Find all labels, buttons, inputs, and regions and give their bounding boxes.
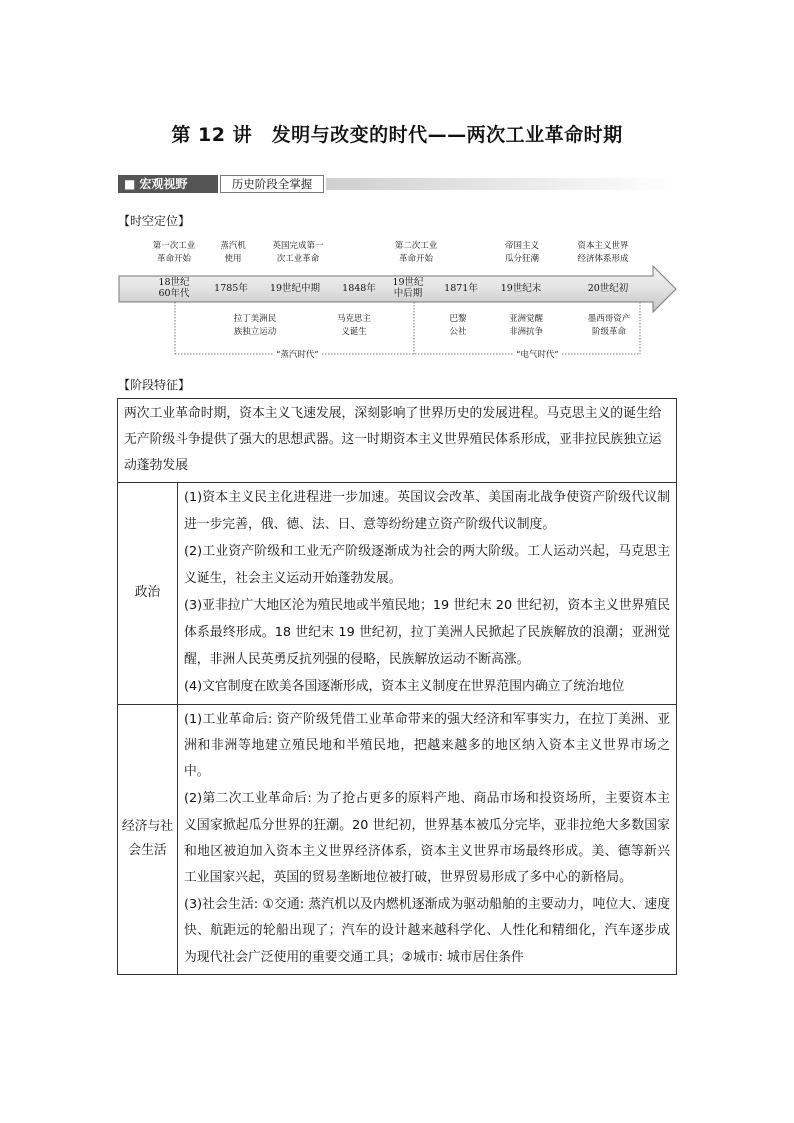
- timeline-label-early-20th: 20世纪初: [587, 283, 629, 294]
- list-item: (4)文官制度在欧美各国逐渐形成，资本主义制度在世界范围内确立了统治地位: [184, 679, 625, 695]
- section-timeline-heading: 【时空定位】: [118, 214, 191, 228]
- politics-content: [178, 483, 677, 705]
- table-row: [118, 399, 677, 483]
- category-politics: 政治: [118, 483, 178, 705]
- event-steam-engine: 蒸汽机 使用: [220, 241, 246, 264]
- table-row: [118, 704, 677, 974]
- event-latin-american-independence: 拉丁美洲民 族独立运动: [233, 314, 277, 337]
- era-steam-age: “蒸汽时代”: [276, 350, 319, 360]
- intro-cell: 两次工业革命时期，资本主义飞速发展，深刻影响了世界历史的发展进程。马克思主义的诞生给无产阶级斗争提供了强大的思想武器。这一时期资本主义世界殖民体系形成，亚非拉民族独立运动蓬勃发展: [118, 399, 677, 483]
- category-economy-label: 经济与社 会生活: [121, 819, 174, 859]
- timeline-label-1785: 1785年: [214, 283, 248, 294]
- banner-stage-overview: 历史阶段全掌握: [220, 175, 324, 193]
- list-item: (3)亚非拉广大地区沦为殖民地或半殖民地；19 世纪末 20 世纪初，资本主义世界殖民体系最终形成。18 世纪末 19 世纪初，拉丁美洲人民掀起了民族解放的浪潮；亚洲觉醒，非洲人民英勇反抗列强的侵略，民族解放运动不断高涨。: [184, 598, 670, 667]
- event-imperialist-partition: 帝国主义 瓜分狂潮: [504, 241, 539, 264]
- list-item: (1)资本主义民主化进程进一步加速。英国议会改革、美国南北战争使资产阶级代议制进一步完善，俄、德、法、日、意等纷纷建立资产阶级代议制度。: [184, 490, 670, 532]
- event-britain-completes-revolution: 英国完成第一 次工业革命: [272, 241, 324, 264]
- table-row: [118, 483, 677, 705]
- era-electric-age: “电气时代”: [516, 350, 559, 360]
- list-item: (2)工业资产阶级和工业无产阶级逐渐成为社会的两大阶级。工人运动兴起，马克思主义诞生，社会主义运动开始蓬勃发展。: [184, 544, 670, 586]
- page-title: 第 12 讲 发明与改变的时代——两次工业革命时期: [171, 124, 623, 146]
- event-asia-awakening: 亚洲觉醒 非洲抗争: [508, 314, 543, 337]
- timeline-label-1871: 1871年: [444, 283, 478, 294]
- list-item: (1)工业革命后: 资产阶级凭借工业革命带来的强大经济和军事实力，在拉丁美洲、亚洲和非洲等地建立殖民地和半殖民地，把越来越多的地区纳入资本主义世界市场之中。: [184, 711, 670, 780]
- event-world-economy-system: 资本主义世界 经济体系形成: [577, 241, 629, 264]
- event-mexican-revolution: 墨西哥资产 阶级革命: [587, 314, 631, 337]
- timeline-label-1848: 1848年: [342, 283, 376, 294]
- event-paris-commune: 巴黎 公社: [449, 314, 467, 337]
- timeline-label-late-19th: 19世纪 中后期: [392, 277, 424, 299]
- timeline-graphic: [0, 0, 794, 380]
- section-features-heading: 【阶段特征】: [118, 378, 191, 392]
- timeline-label-mid-19th: 19世纪中期: [269, 283, 321, 294]
- timeline-label-end-19th: 19世纪末: [500, 283, 542, 294]
- event-marxism-born: 马克思主 义诞生: [336, 314, 371, 337]
- economy-content: [178, 704, 677, 974]
- timeline-label-1760s: 18世纪 60年代: [158, 277, 190, 299]
- list-item: (2)第二次工业革命后: 为了抢占更多的原料产地、商品市场和投资场所，主要资本主义国家掀起瓜分世界的狂潮。20 世纪初，世界基本被瓜分完毕，亚非拉绝大多数国家和地区被迫加入资本主义世界经济体系，资本主义世界市场最终形成。美、德等新兴工业国家兴起，英国的贸易垄断地位被打破，世界贸易形成了多中心的新格局。: [184, 791, 670, 885]
- event-first-industrial-revolution: 第一次工业 革命开始: [152, 241, 196, 264]
- category-economy-society: [118, 704, 178, 974]
- list-item: (3)社会生活: ①交通: 蒸汽机以及内燃机逐渐成为驱动船舶的主要动力，吨位大、速度快、航距远的轮船出现了；汽车的设计越来越科学化、人性化和精细化，汽车逐步成为现代社会广泛使用的重要交通工具；②城市: 城市居住条件: [184, 897, 670, 965]
- event-second-industrial-revolution: 第二次工业 革命开始: [394, 241, 438, 264]
- banner-macro-view: ■ 宏观视野: [118, 175, 218, 193]
- features-table: [117, 398, 677, 975]
